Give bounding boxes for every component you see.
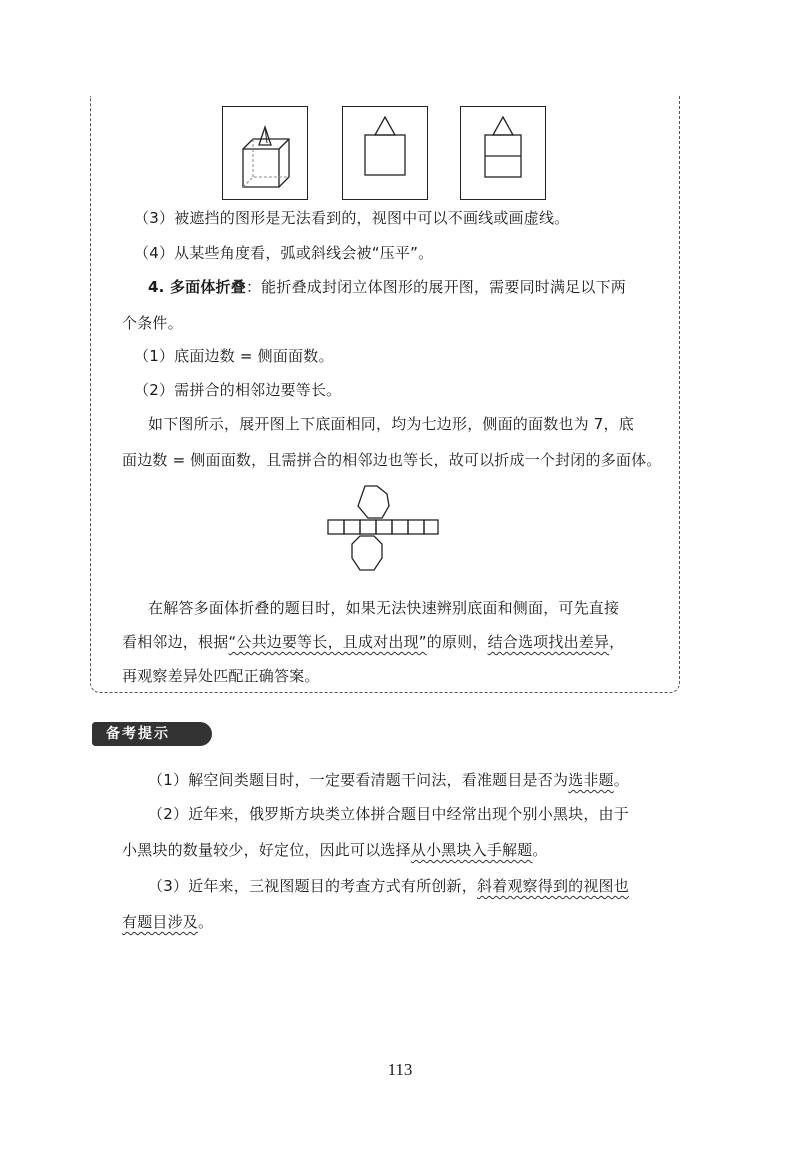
advice-emphasis-compare: 结合选项找出差异 xyxy=(487,633,610,651)
tip-2-line-2 xyxy=(122,840,548,860)
tip-3-text: （3）近年来，三视图题目的考查方式有所创新， xyxy=(148,877,477,895)
tip-3-end: 。 xyxy=(198,913,214,931)
tip-2-text: 小黑块的数量较少，好定位，因此可以选择 xyxy=(122,841,411,859)
tip-3-line-2 xyxy=(122,912,213,932)
advice-emphasis-rule: “公共边要等长，且成对出现” xyxy=(228,633,427,651)
view-figures xyxy=(222,106,548,202)
section-heading-line xyxy=(148,277,626,297)
figure-front-view xyxy=(342,106,428,200)
tip-3-line-1 xyxy=(148,876,629,896)
item-3: （3）被遮挡的图形是无法看到的，视图中可以不画线或画虚线。 xyxy=(134,209,570,227)
tips-badge: 备考提示 xyxy=(92,722,212,746)
tip-1 xyxy=(148,770,629,790)
section-text: ：能折叠成封闭立体图形的展开图，需要同时满足以下两 xyxy=(245,278,626,296)
tip-1-end: 。 xyxy=(613,771,629,789)
advice-text-e: ， xyxy=(609,633,625,651)
heptagon-net-diagram xyxy=(320,482,440,582)
condition-1: （1）底面边数 = 侧面面数。 xyxy=(134,347,334,365)
tip-2-emphasis: 从小黑块入手解题 xyxy=(410,841,533,859)
tip-3-emphasis: 斜着观察得到的视图也 xyxy=(476,877,629,895)
example-line-1: 如下图所示，展开图上下底面相同，均为七边形，侧面的面数也为 7，底 xyxy=(148,415,634,433)
figure-solid-view xyxy=(222,106,308,200)
advice-line-2 xyxy=(122,632,624,652)
tip-2-line-1: （2）近年来，俄罗斯方块类立体拼合题目中经常出现个别小黑块，由于 xyxy=(148,805,629,823)
advice-line-1: 在解答多面体折叠的题目时，如果无法快速辨别底面和侧面，可先直接 xyxy=(148,599,620,617)
figure-side-view xyxy=(460,106,546,200)
section-continuation: 个条件。 xyxy=(122,314,183,332)
advice-text-c: 的原则， xyxy=(426,633,488,651)
tip-2-end: 。 xyxy=(532,841,548,859)
page-number: 113 xyxy=(387,1060,413,1079)
section-title: 4. 多面体折叠 xyxy=(148,278,246,296)
item-4: （4）从某些角度看，弧或斜线会被“压平”。 xyxy=(134,244,434,262)
tip-1-emphasis: 选非题 xyxy=(568,771,614,789)
condition-2: （2）需拼合的相邻边要等长。 xyxy=(134,381,342,399)
advice-text-a: 看相邻边，根据 xyxy=(122,633,229,651)
tip-3-emphasis-2: 有题目涉及 xyxy=(122,913,199,931)
advice-line-3: 再观察差异处匹配正确答案。 xyxy=(122,667,320,685)
tip-1-text: （1）解空间类题目时，一定要看清题干问法，看准题目是否为 xyxy=(148,771,569,789)
example-line-2: 面边数 = 侧面面数，且需拼合的相邻边也等长，故可以折成一个封闭的多面体。 xyxy=(122,451,662,469)
